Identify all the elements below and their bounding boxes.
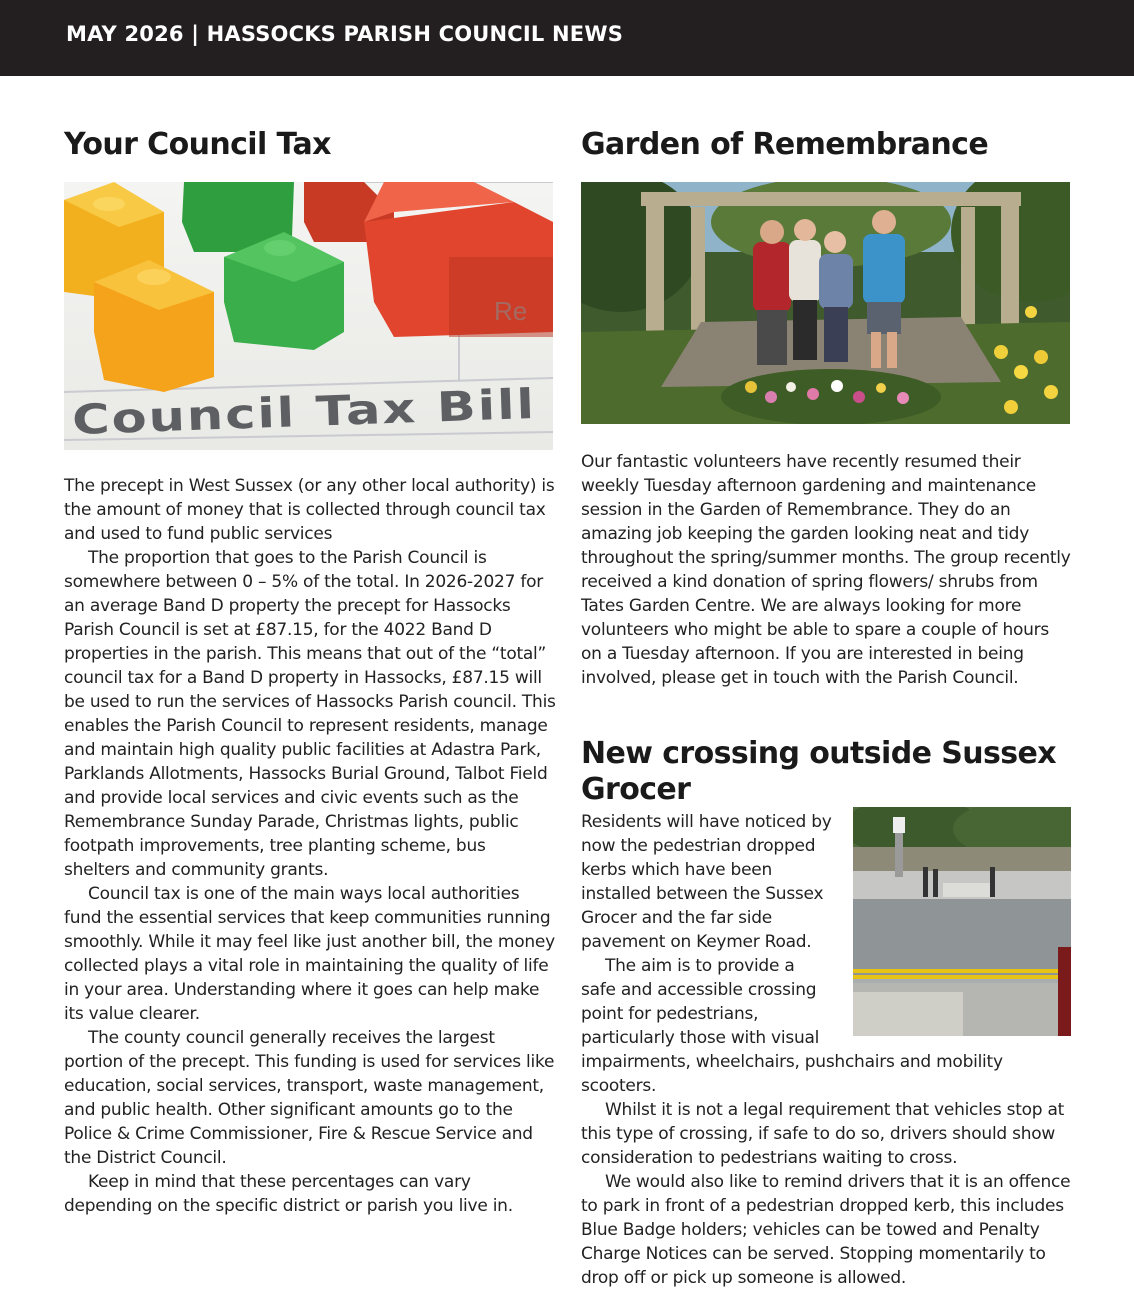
crossing-heading bbox=[581, 736, 1056, 808]
garden-paragraph: Our fantastic volunteers have recently resumed their weekly Tuesday afternoon gardening and maintenance session in the Garden of Remembrance. They do an amazing job keeping the garden looking neat and tidy throughout the spring/summer months. The group recently received a kind donation of spring flowers/ shrubs from Tates Garden Centre. We are always looking for more volunteers who might be able to spare a couple of hours on a Tuesday afternoon. If you are interested in being involved, please get in touch with the Parish Council. bbox=[581, 452, 1071, 688]
council-tax-paragraph: Keep in mind that these percentages can vary depending on the specific district or parish you live in. bbox=[64, 1172, 513, 1216]
crossing-text-line: installed between the Sussex bbox=[581, 884, 824, 904]
crossing-text-line: now the pedestrian dropped bbox=[581, 836, 816, 856]
crossing-text-line: Residents will have noticed by bbox=[581, 812, 832, 832]
masthead-bar bbox=[0, 0, 1134, 76]
council-tax-bill-image bbox=[64, 182, 553, 450]
crossing-text-line: pavement on Keymer Road. bbox=[581, 932, 812, 952]
crossing-text-line: Grocer and the far side bbox=[581, 908, 772, 928]
council-tax-paragraph: The county council generally receives the largest portion of the precept. This funding is used for services like education, social services, transport, waste management, and public health. Other significant amounts go to the Police & Crime Commissioner, Fire & Rescue Service and the District Council. bbox=[64, 1028, 555, 1168]
masthead-title: MAY 2026 | HASSOCKS PARISH COUNCIL NEWS bbox=[66, 22, 624, 46]
crossing-heading-line: Grocer bbox=[581, 772, 691, 807]
crossing-text-line: particularly those with visual bbox=[581, 1028, 820, 1048]
crossing-paragraph: We would also like to remind drivers that it is an offence to park in front of a pedestrian dropped kerb, this includes Blue Badge holders; vehicles can be towed and Penalty Charge Notices can be served. Stopping momentarily to drop off or pick up someone is allowed. bbox=[581, 1172, 1071, 1288]
crossing-text-line: safe and accessible crossing bbox=[581, 980, 817, 1000]
garden-volunteers-photo bbox=[581, 182, 1070, 424]
crossing-heading-line: New crossing outside Sussex bbox=[581, 736, 1056, 771]
crossing-text-line: point for pedestrians, bbox=[581, 1004, 759, 1024]
crossing-paragraph: impairments, wheelchairs, pushchairs and mobility scooters. bbox=[581, 1052, 1003, 1096]
council-tax-body bbox=[64, 474, 556, 1218]
council-tax-heading: Your Council Tax bbox=[64, 127, 331, 162]
crossing-paragraph: Whilst it is not a legal requirement that vehicles stop at this type of crossing, if safe to do so, drivers should show consideration to pedestrians waiting to cross. bbox=[581, 1100, 1065, 1168]
garden-body bbox=[581, 450, 1071, 690]
crossing-wrapped-text bbox=[581, 810, 853, 1050]
crossing-body bbox=[581, 1050, 1071, 1290]
council-tax-paragraph: The precept in West Sussex (or any other local authority) is the amount of money that is collected through council tax and used to fund public services bbox=[64, 476, 555, 544]
council-tax-paragraph: Council tax is one of the main ways local authorities fund the essential services that keep communities running smoothly. While it may feel like just another bill, the money collected plays a vital role in maintaining the quality of life in your area. Understanding where it goes can help make its value clearer. bbox=[64, 884, 555, 1024]
crossing-photo bbox=[853, 807, 1071, 1036]
crossing-text-line: kerbs which have been bbox=[581, 860, 773, 880]
garden-heading: Garden of Remembrance bbox=[581, 127, 989, 162]
crossing-text-line: The aim is to provide a bbox=[605, 956, 795, 976]
council-tax-bill-printed-text: Council Tax Bill bbox=[71, 383, 445, 445]
svg-text:Re: Re bbox=[494, 296, 528, 326]
council-tax-paragraph: The proportion that goes to the Parish Council is somewhere between 0 – 5% of the total. In 2026-2027 for an average Band D property the precept for Hassocks Parish Council is set at £87.15, for the 4022 Band D properties in the parish. This means that out of the “total” council tax for a Band D property in Hassocks, £87.15 will be used to run the services of Hassocks Parish council. This enables the Parish Council to represent residents, manage and maintain high quality public facilities at Adastra Park, Parklands Allotments, Hassocks Burial Ground, Talbot Field and provide local services and civic events such as the Remembrance Sunday Parade, Christmas lights, public footpath improvements, tree planting scheme, bus shelters and community grants. bbox=[64, 548, 556, 880]
